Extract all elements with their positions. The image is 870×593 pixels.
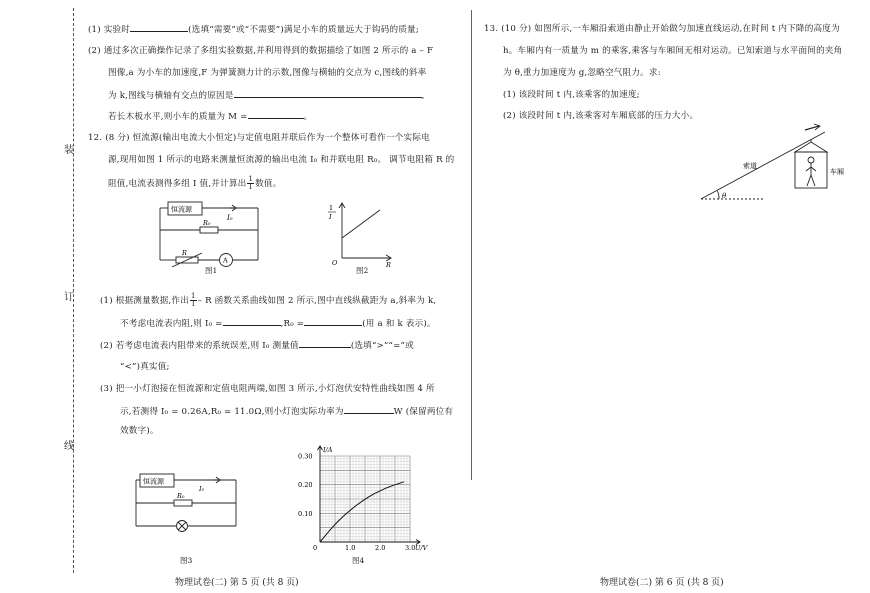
binding-char-ding: 订 (64, 292, 74, 303)
fig4-axes (318, 446, 421, 545)
q12-part1-line2 (120, 317, 436, 330)
q11-mass-suffix: 。 (303, 112, 313, 122)
fig3-r0-label: R₀ (177, 492, 185, 500)
q12-part3-prefix: 示,若测得 I₀ = 0.26A,R₀ = 11.0Ω,则小灯泡实际功率为 (120, 407, 344, 417)
answer-blank (299, 339, 351, 348)
answer-blank (304, 317, 362, 326)
q13-angle-label: θ (722, 192, 727, 200)
fig2-y-num: 1 (329, 204, 334, 212)
q11-part1-suffix: (选填“需要”或“不需要”)满足小车的质量远大于钩码的质量; (188, 25, 419, 35)
q12-part3-line1: (3) 把一小灯泡接在恒流源和定值电阻两端,如图 3 所示,小灯泡伏安特性曲线如图 4 所 (100, 384, 435, 394)
answer-blank (344, 405, 394, 414)
fraction-one-over-i: $\frac{1}{I}$ (191, 292, 196, 308)
answer-blank (248, 110, 304, 119)
q12-i0-prefix: 不考虑电流表内阻,则 I₀ = (120, 319, 223, 329)
q12-part3-suffix: W (保留两位有 (393, 407, 454, 417)
binding-dashed-line (73, 8, 74, 573)
q13-cabin-label: 车厢 (830, 168, 844, 176)
fig4-x-axis-label: U/V (415, 544, 428, 552)
fig4-y-tick-label: 0.10 (298, 509, 313, 518)
q12-part1-prefix: (1) 根据测量数据,作出 (100, 296, 189, 306)
answer-blank (130, 23, 188, 32)
fig1-source-label: 恒流源 (171, 205, 192, 214)
q11-part2-line2: 图像,a 为小车的加速度,F 为弹簧测力计的示数,图像与横轴的交点为 c,图线的斜率 (108, 68, 427, 78)
fraction-one-over-i: $\frac{1}{I}$ (248, 175, 254, 191)
fig2-y-den: I (329, 213, 332, 221)
q13-cable-label: 索道 (743, 162, 757, 170)
fig3-i0-label: I₀ (199, 485, 205, 493)
fig2-origin: O (332, 259, 338, 267)
figure2-caption: 图2 (356, 266, 369, 275)
q13-part2: (2) 该段时间 t 内,该乘客对车厢底部的压力大小。 (503, 111, 699, 121)
fig4-y-axis-label: I/A (323, 446, 333, 454)
q11-part1-prefix: (1) 实验时 (88, 25, 131, 35)
q12-part1-suffix: – R 函数关系曲线如图 2 所示,图中直线纵截距为 a,斜率为 k, (197, 296, 437, 306)
q13-stem-line2: h。车厢内有一质量为 m 的乘客,乘客与车厢间无相对运动。已知索道与水平面间的夹角 (503, 46, 843, 56)
fig4-x-tick-label: 1.0 (345, 544, 356, 552)
q11-part2-line1: (2) 通过多次正确操作记录了多组实验数据,并利用得到的数据描绘了如图 2 所示的 a – F (88, 46, 434, 56)
q12-part3-line2 (120, 405, 453, 418)
fig1-ammeter-label: A (223, 256, 228, 265)
q12-r0-prefix: ,R₀ = (280, 319, 305, 329)
fig4-x-tick-label: 3.0 (405, 544, 416, 552)
fig4-y-tick-label: 0.30 (298, 452, 313, 461)
figure2-graph (328, 200, 398, 268)
left-page-footer: 物理试卷(二) 第 5 页 (共 8 页) (175, 578, 299, 588)
q13-stem-line3: 为 θ,重力加速度为 g,忽略空气阻力。求: (503, 68, 661, 78)
fig4-origin-label: 0 (313, 544, 318, 552)
figure1-caption: 图1 (205, 266, 218, 275)
q12-stem-line1: 12. (8 分) 恒流源(输出电流大小恒定)与定值电阻并联后作为一个整体可看作一个实际电 (88, 133, 430, 143)
figure3-caption: 图3 (180, 556, 193, 565)
answer-blank (234, 89, 422, 98)
q12-part1-hint: (用 a 和 k 表示)。 (362, 319, 436, 329)
binding-char-xian: 线 (64, 441, 74, 452)
fig1-r-label: R (182, 249, 187, 257)
q13-stem-line1: 13. (10 分) 如图所示,一车厢沿索道由静止开始做匀加速直线运动,在时间 t 内下降的高度为 (484, 24, 840, 34)
q12-part2-options: (选填“>”“=”或 (350, 341, 414, 351)
q11-reason-suffix: , (421, 91, 425, 101)
q13-part1: (1) 该段时间 t 内,该乘客的加速度; (503, 90, 640, 100)
page-divider (471, 10, 472, 480)
q12-stem-line2: 源,现用如图 1 所示的电路来测量恒流源的输出电流 I₀ 和并联电阻 R₀。 调节电阻箱 R 的 (108, 155, 455, 165)
figure4-iv-chart (292, 440, 432, 558)
q11-part1 (88, 23, 419, 36)
q12-part1-line1 (100, 293, 436, 308)
answer-blank (223, 317, 281, 326)
q12-part2-prefix: (2) 若考虑电流表内阻带来的系统误差,则 I₀ 测量值 (100, 341, 299, 351)
fig4-x-tick-label: 2.0 (375, 544, 386, 552)
binding-char-zhuang: 装 (64, 145, 74, 156)
q11-part2-line3 (108, 89, 425, 102)
q12-stem-line3 (108, 176, 281, 191)
q11-part2-line4 (108, 110, 312, 123)
fig4-y-tick-label: 0.20 (298, 481, 313, 490)
fig1-i0-label: I₀ (227, 214, 233, 222)
q12-stem-line3-suffix: 数值。 (255, 179, 282, 189)
q13-figure-cable-car (695, 122, 860, 208)
fig3-source-label: 恒流源 (143, 477, 164, 486)
figure3-circuit (128, 470, 248, 532)
q11-mass-prefix: 若长木板水平,则小车的质量为 M = (108, 112, 248, 122)
figure4-caption: 图4 (352, 556, 365, 565)
fig2-x-label: R (386, 261, 391, 268)
q12-part2-line1 (100, 339, 414, 352)
right-page-footer: 物理试卷(二) 第 6 页 (共 8 页) (600, 578, 724, 588)
q12-part3-line3: 效数字)。 (120, 426, 159, 436)
q12-stem-line3-prefix: 阻值,电流表测得多组 I 值,并计算出 (108, 179, 247, 189)
q11-reason-prefix: 为 k,图线与横轴有交点的原因是 (108, 91, 234, 101)
q12-part2-line2: “<”)真实值; (120, 362, 170, 372)
fig1-r0-label: R₀ (203, 219, 211, 227)
